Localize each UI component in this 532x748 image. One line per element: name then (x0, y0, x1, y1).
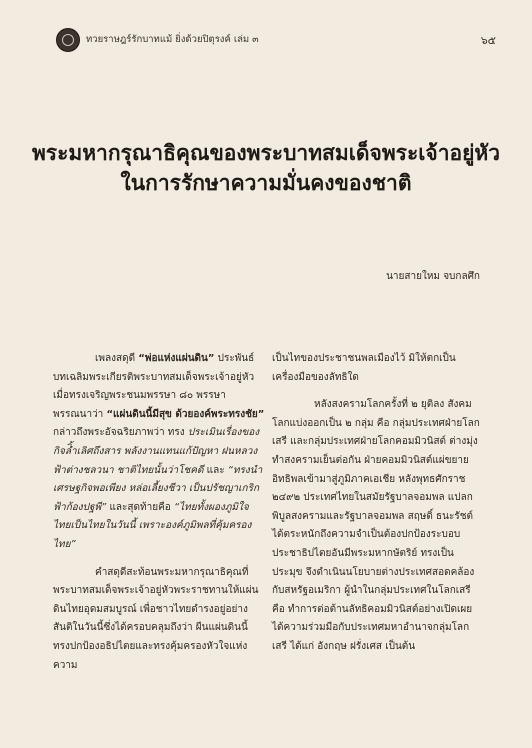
running-header (56, 28, 496, 50)
quoted-lyric: “ไทยทั้งผองภูมิใจ ไทยเป็นไทยในวันนี้ เพราะองค์ภูมิพลที่คุ้มครองไทย” (53, 501, 252, 550)
right-column (272, 350, 482, 657)
paragraph: หลังสงครามโลกครั้งที่ ๒ ยุติลง สังคมโลกแบ่งออกเป็น ๒ กลุ่ม คือ กลุ่มประเทศฝ่ายโลกเสรี และกลุ่มประเทศฝ่ายโลกคอมมิวนิสต์ ต่างมุ่งทำสงครามเย็นต่อกัน ฝ่ายคอมมิวนิสต์แผ่ขยายอิทธิพลเข้ามาสู่ภูมิภาคเอเชีย หลังพุทธศักราช ๒๔๙๒ ประเทศไทยในสมัยรัฐบาลจอมพล แปลก พิบูลสงครามและรัฐบาลจอมพล สฤษดิ์ ธนะรัชต์ ได้ตระหนักถึงความจำเป็นต้องปกป้องระบอบประชาธิปไตยอันมีพระมหากษัตริย์ ทรงเป็นประมุข จึงดำเนินนโยบายต่างประเทศสอดคล้องกับสหรัฐอเมริกา ผู้นำในกลุ่มประเทศในโลกเสรี คือ ทำการต่อต้านลัทธิคอมมิวนิสต์อย่างเปิดเผย ได้ความร่วมมือกับประเทศมหาอำนาจกลุ่มโลกเสรี ได้แก่ อังกฤษ ฝรั่งเศส เป็นต้น (272, 399, 480, 652)
page-number: ๖๕ (480, 34, 496, 47)
paragraph-text: กล่าวถึงพระอัจฉริยภาพว่า ทรง (53, 427, 188, 439)
paragraph: เป็นไทของประชาชนพลเมืองไว้ มิให้ตกเป็นเครื่องมือของลัทธิใด (272, 353, 456, 383)
paragraph: คำสดุดีสะท้อนพระมหากรุณาธิคุณที่พระบาทสมเด็จพระเจ้าอยู่หัวพระราชทานให้แผ่นดินไทยอุดมสมบูรณ์ เพื่อชาวไทยดำรงอยู่อย่างสันติในวันนี้ซึ่งได้ครอบคลุมถึงว่า ผืนแผ่นดินนี้ ทรงปกป้องอธิปไตยและทรงคุ้มครองหัวใจแห่งความ (53, 566, 259, 671)
author-name: นายสายใหม จบกลศึก (386, 271, 480, 282)
article-title (20, 138, 512, 198)
paragraph (53, 350, 265, 555)
paragraph-text: และสุดท้ายคือ (106, 501, 174, 513)
paragraph-text: ประพันธ์บทเฉลิมพระเกียรติพระบาทสมเด็จพระเจ้าอยู่หัว เมื่อทรงเจริญพระชนมพรรษา ๘๐ พรรษา พรรณนาว่า (53, 353, 255, 420)
quoted-lyric: “แผ่นดินนี้มีสุข ด้วยองค์พระทรงชัย” (106, 408, 265, 420)
title-line-2: ในการรักษาความมั่นคงของชาติ (120, 171, 412, 195)
paragraph-text: เพลงสดุดี (95, 353, 139, 364)
quoted-lyric: “ทรงนำเศรษฐกิจพอเพียง หล่อเลี้ยงชีวา เป็นปรัชญาเกริกฟ้าก้องปฐพี” (53, 464, 263, 513)
running-title: ทวยราษฎร์รักบาทแม้ ยิ่งด้วยปิตุรงค์ เล่ม ๓ (86, 34, 259, 45)
title-line-1: พระมหากรุณาธิคุณของพระบาทสมเด็จพระเจ้าอยู่หัว (31, 141, 501, 165)
royal-emblem-icon (56, 28, 80, 52)
left-column (53, 350, 265, 675)
quoted-lyric: ประเมินเรื่องของกิจลิ้ำเลิศถึงสาร พลังงานแทนแก้ปัญหา ฝนหลวงฟ้าต่างชลวนา ชาติไทยนั้นว่าโชคดี (53, 427, 260, 476)
song-title: “พ่อแห่งแผ่นดิน” (138, 353, 215, 364)
paragraph-text: และ (203, 464, 228, 476)
